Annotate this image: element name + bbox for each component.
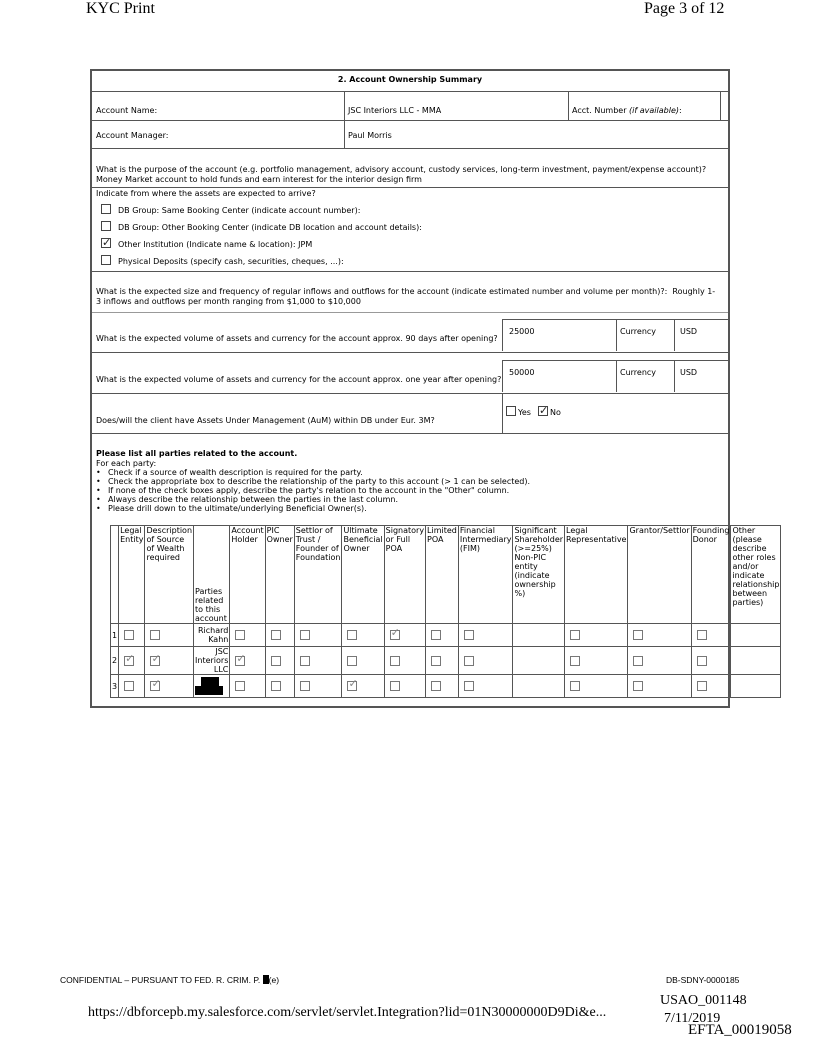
col-legal-representative: Legal Representative	[565, 526, 628, 624]
party-significant-cell[interactable]	[513, 624, 565, 647]
party-grantor-cell	[628, 624, 691, 647]
print-title: KYC Print	[86, 0, 155, 17]
party-settlor-checkbox[interactable]	[300, 630, 310, 640]
volume-90d-question: What is the expected volume of assets and currency for the account approx. 90 days after opening?	[96, 334, 498, 343]
parties-intro: For each party:	[96, 459, 157, 468]
party-pic-checkbox[interactable]	[271, 630, 281, 640]
party-legal-checkbox[interactable]	[124, 630, 134, 640]
bates-number: DB-SDNY-0000185	[666, 975, 740, 985]
party-row	[111, 624, 781, 647]
party-grantor-cell	[628, 647, 691, 675]
col-parties: Parties related to this account	[194, 526, 230, 624]
party-holder-checkbox[interactable]	[235, 681, 245, 691]
asset-origin-label-3: Other Institution (Indicate name & location): JPM	[118, 240, 313, 249]
party-other-cell[interactable]	[731, 624, 781, 647]
party-fim-checkbox[interactable]	[464, 630, 474, 640]
party-fim-cell	[458, 624, 513, 647]
party-founding-cell	[691, 624, 731, 647]
party-settlor-cell	[294, 675, 342, 698]
party-desc-checkbox[interactable]	[150, 681, 160, 691]
party-signatory-cell	[384, 624, 425, 647]
party-ubo-checkbox[interactable]	[347, 630, 357, 640]
account-name-label: Account Name:	[96, 106, 158, 115]
aum-yes-label: Yes	[518, 408, 531, 417]
account-ownership-form	[90, 69, 780, 708]
party-row	[111, 647, 781, 675]
party-grantor-checkbox[interactable]	[633, 681, 643, 691]
party-holder-cell	[230, 624, 265, 647]
col-index	[111, 526, 119, 624]
section-title: 2. Account Ownership Summary	[337, 75, 483, 84]
bullet-marker: •	[96, 495, 101, 504]
col-legal-entity: Legal Entity	[119, 526, 145, 624]
bullet-marker: •	[96, 504, 101, 513]
party-settlor-checkbox[interactable]	[300, 681, 310, 691]
party-settlor-cell	[294, 647, 342, 675]
party-limited-cell	[426, 647, 459, 675]
assets-question: Indicate from where the assets are expected to arrive?	[96, 189, 316, 198]
party-desc-cell	[145, 675, 194, 698]
col-signatory: Signatory or Full POA	[384, 526, 425, 624]
party-fim-checkbox[interactable]	[464, 681, 474, 691]
party-founding-checkbox[interactable]	[697, 681, 707, 691]
party-holder-checkbox[interactable]	[235, 656, 245, 666]
asset-origin-checkbox-3[interactable]	[101, 238, 111, 248]
col-fim: Financial Intermediary (FIM)	[458, 526, 513, 624]
party-grantor-checkbox[interactable]	[633, 656, 643, 666]
party-settlor-cell	[294, 624, 342, 647]
confidential-notice: CONFIDENTIAL – PURSUANT TO FED. R. CRIM. P. (e)	[60, 975, 280, 985]
parties-title: Please list all parties related to the account.	[96, 449, 298, 458]
asset-origin-label-4: Physical Deposits (specify cash, securities, cheques, ...):	[118, 257, 344, 266]
acct-number-label: Acct. Number (if available):	[572, 106, 682, 115]
col-founding-donor: Founding Donor	[691, 526, 731, 624]
party-pic-cell	[265, 624, 294, 647]
bullet-marker: •	[96, 486, 101, 495]
party-other-cell[interactable]	[731, 647, 781, 675]
account-purpose: What is the purpose of the account (e.g. portfolio management, advisory account, custody services, long-term investment, payment/expense account)? Money Market account to hold funds and earn interest for the interior design firm	[96, 165, 707, 184]
currency-90d: USD	[680, 327, 698, 336]
party-row-number: 2	[111, 647, 119, 675]
volume-1y-value: 50000	[509, 368, 535, 377]
party-ubo-checkbox[interactable]	[347, 681, 357, 691]
party-pic-checkbox[interactable]	[271, 656, 281, 666]
party-limited-checkbox[interactable]	[431, 656, 441, 666]
party-holder-checkbox[interactable]	[235, 630, 245, 640]
party-desc-cell	[145, 647, 194, 675]
volume-1y-question: What is the expected volume of assets and currency for the account approx. one year after opening?	[96, 375, 502, 384]
party-founding-cell	[691, 675, 731, 698]
party-grantor-checkbox[interactable]	[633, 630, 643, 640]
party-legal-cell	[119, 647, 145, 675]
parties-table	[110, 525, 781, 698]
page-number: Page 3 of 12	[644, 0, 725, 17]
party-row-number: 1	[111, 624, 119, 647]
party-other-cell[interactable]	[731, 675, 781, 698]
party-pic-cell	[265, 675, 294, 698]
instruction-item-3: If none of the check boxes apply, describe the party's relation to the account in the "Other" column.	[108, 486, 510, 495]
party-signatory-checkbox[interactable]	[390, 630, 400, 640]
party-legal-cell	[119, 624, 145, 647]
party-ubo-cell	[342, 624, 384, 647]
party-significant-cell[interactable]	[513, 675, 565, 698]
party-row	[111, 675, 781, 698]
aum-no-checkbox[interactable]	[538, 406, 548, 416]
account-manager-label: Account Manager:	[96, 131, 169, 140]
party-name: JSC Interiors LLC	[195, 647, 229, 674]
asset-origin-checkbox-4[interactable]	[101, 255, 111, 265]
party-signatory-checkbox[interactable]	[390, 656, 400, 666]
col-source-of-wealth: Description of Source of Wealth required	[145, 526, 194, 624]
party-signatory-checkbox[interactable]	[390, 681, 400, 691]
party-legalrep-checkbox[interactable]	[570, 681, 580, 691]
party-legalrep-cell	[565, 647, 628, 675]
party-pic-cell	[265, 647, 294, 675]
party-significant-cell[interactable]	[513, 647, 565, 675]
aum-question: Does/will the client have Assets Under Management (AuM) within DB under Eur. 3M?	[96, 416, 435, 425]
party-fim-cell	[458, 647, 513, 675]
party-fim-cell	[458, 675, 513, 698]
party-limited-cell	[426, 624, 459, 647]
party-legal-checkbox[interactable]	[124, 656, 134, 666]
asset-origin-label-1: DB Group: Same Booking Center (indicate account number):	[118, 206, 361, 215]
aum-yes-checkbox[interactable]	[506, 406, 516, 416]
asset-origin-checkbox-1[interactable]	[101, 204, 111, 214]
party-ubo-checkbox[interactable]	[347, 656, 357, 666]
col-account-holder: Account Holder	[230, 526, 265, 624]
col-settlor: Settlor of Trust / Founder of Foundation	[294, 526, 342, 624]
flows-question: What is the expected size and frequency of regular inflows and outflows for the account (indicate estimated number and volume per month)?: Roughly 1-3 inflows and outflows per month ranging from $1,000 to $10,000	[96, 287, 716, 306]
aum-no-label: No	[550, 408, 561, 417]
party-legalrep-checkbox[interactable]	[570, 656, 580, 666]
party-legal-cell	[119, 675, 145, 698]
instruction-item-5: Please drill down to the ultimate/underlying Beneficial Owner(s).	[108, 504, 367, 513]
party-founding-checkbox[interactable]	[697, 656, 707, 666]
currency-1y: USD	[680, 368, 698, 377]
party-row-number: 3	[111, 675, 119, 698]
asset-origin-label-2: DB Group: Other Booking Center (indicate DB location and account details):	[118, 223, 422, 232]
instruction-item-4: Always describe the relationship between the parties in the last column.	[108, 495, 398, 504]
party-limited-checkbox[interactable]	[431, 630, 441, 640]
print-date: 7/11/2019	[664, 1011, 721, 1026]
party-grantor-cell	[628, 675, 691, 698]
col-other: Other (please describe other roles and/or indicate relationship between parties)	[731, 526, 781, 624]
party-name	[194, 675, 230, 698]
col-significant-shareholder: Significant Shareholder (>=25%) Non-PIC entity (indicate ownership %)	[513, 526, 565, 624]
currency-label-1y: Currency	[620, 368, 657, 377]
party-desc-checkbox[interactable]	[150, 630, 160, 640]
party-founding-cell	[691, 647, 731, 675]
party-legalrep-checkbox[interactable]	[570, 630, 580, 640]
instruction-item-1: Check if a source of wealth description is required for the party.	[108, 468, 363, 477]
volume-90d-value: 25000	[509, 327, 535, 336]
party-fim-checkbox[interactable]	[464, 656, 474, 666]
instruction-item-2: Check the appropriate box to describe the relationship of the party to this account (> 1 can be selected).	[108, 477, 531, 486]
party-legalrep-cell	[565, 675, 628, 698]
party-desc-checkbox[interactable]	[150, 656, 160, 666]
party-limited-cell	[426, 675, 459, 698]
party-ubo-cell	[342, 675, 384, 698]
account-name-value: JSC Interiors LLC - MMA	[348, 106, 442, 115]
party-legal-checkbox[interactable]	[124, 681, 134, 691]
party-holder-cell	[230, 675, 265, 698]
account-manager-value: Paul Morris	[348, 131, 392, 140]
col-pic-owner: PIC Owner	[265, 526, 294, 624]
bullet-marker: •	[96, 477, 101, 486]
party-name: Richard Kahn	[194, 624, 230, 647]
party-signatory-cell	[384, 675, 425, 698]
col-limited-poa: Limited POA	[426, 526, 459, 624]
currency-label-90d: Currency	[620, 327, 657, 336]
bullet-marker: •	[96, 468, 101, 477]
party-settlor-checkbox[interactable]	[300, 656, 310, 666]
redaction-bar	[195, 686, 223, 695]
col-grantor-settlor: Grantor/Settlor	[628, 526, 691, 624]
party-legalrep-cell	[565, 624, 628, 647]
party-signatory-cell	[384, 647, 425, 675]
source-url[interactable]: https://dbforcepb.my.salesforce.com/servlet/servlet.Integration?lid=01N30000000D9Di&e...	[88, 1005, 607, 1020]
asset-origin-checkbox-2[interactable]	[101, 221, 111, 231]
efta-number: EFTA_00019058	[688, 1022, 792, 1038]
redaction-bar	[201, 677, 219, 686]
col-ultimate-beneficial-owner: Ultimate Beneficial Owner	[342, 526, 384, 624]
party-pic-checkbox[interactable]	[271, 681, 281, 691]
party-founding-checkbox[interactable]	[697, 630, 707, 640]
party-desc-cell	[145, 624, 194, 647]
party-limited-checkbox[interactable]	[431, 681, 441, 691]
usao-number: USAO_001148	[660, 993, 747, 1008]
party-ubo-cell	[342, 647, 384, 675]
party-holder-cell	[230, 647, 265, 675]
